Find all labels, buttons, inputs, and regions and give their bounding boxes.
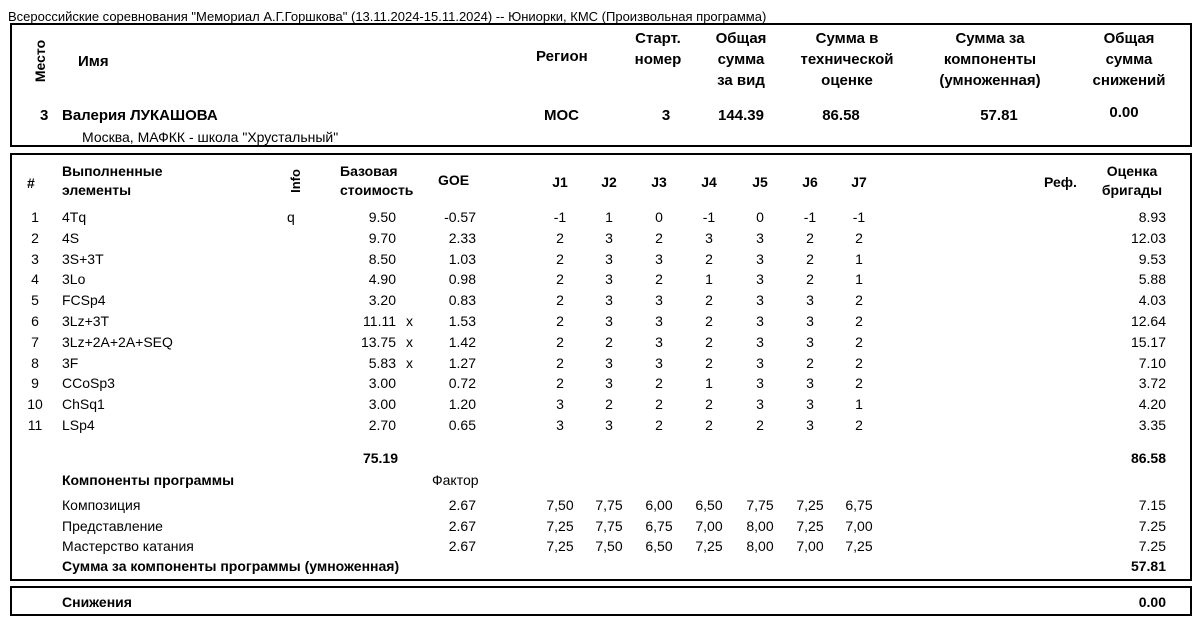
factor-header: Фактор bbox=[432, 472, 479, 488]
element-judge-7: 2 bbox=[855, 313, 863, 329]
component-judge-6: 7,00 bbox=[796, 538, 824, 554]
judge-header-5: J5 bbox=[752, 174, 768, 190]
element-number: 10 bbox=[27, 396, 43, 413]
element-goe: 2.33 bbox=[448, 229, 476, 246]
element-panel-score: 12.03 bbox=[1130, 229, 1166, 246]
deductions-value: 0.00 bbox=[1138, 594, 1166, 610]
component-score: 7.15 bbox=[1138, 497, 1166, 513]
element-judge-6: 3 bbox=[806, 313, 814, 329]
element-judge-2: 3 bbox=[605, 417, 613, 433]
element-judge-6: 2 bbox=[806, 250, 814, 267]
skater-region: МОС bbox=[544, 107, 579, 124]
element-judge-6: 3 bbox=[806, 292, 814, 309]
judge-header-7: J7 bbox=[851, 174, 867, 190]
element-number: 4 bbox=[31, 271, 39, 288]
component-judge-2: 7,75 bbox=[595, 517, 623, 534]
element-judge-7: 2 bbox=[855, 417, 863, 433]
element-judge-1: 2 bbox=[556, 313, 564, 329]
element-bonus-mark: x bbox=[406, 354, 413, 371]
element-judge-1: 2 bbox=[556, 375, 564, 392]
skater-total-score: 144.39 bbox=[718, 107, 764, 124]
element-goe: 0.98 bbox=[448, 271, 476, 288]
element-judge-4: 2 bbox=[705, 417, 713, 433]
pcs-header: Сумма за компоненты (умноженная) bbox=[939, 30, 1041, 89]
element-number: 8 bbox=[31, 354, 39, 371]
skater-start-number: 3 bbox=[661, 107, 671, 124]
element-base-value: 11.11 bbox=[363, 313, 396, 329]
panel-score-header: Оценка бригады bbox=[1101, 163, 1163, 198]
element-judge-1: 2 bbox=[556, 229, 564, 246]
element-goe: 1.20 bbox=[448, 396, 476, 413]
component-name: Мастерство катания bbox=[62, 538, 194, 554]
element-base-value: 8.50 bbox=[368, 250, 396, 267]
element-judge-5: 3 bbox=[756, 271, 764, 288]
component-judge-5: 8,00 bbox=[746, 538, 774, 554]
skater-club: Москва, МАФКК - школа "Хрустальный" bbox=[82, 129, 339, 145]
element-base-value: 2.70 bbox=[368, 417, 396, 433]
component-judge-4: 6,50 bbox=[695, 497, 723, 513]
component-judge-4: 7,25 bbox=[695, 538, 723, 554]
element-judge-3: 3 bbox=[655, 313, 663, 329]
element-judge-4: 3 bbox=[705, 229, 713, 246]
element-judge-4: 2 bbox=[705, 354, 713, 371]
element-judge-7: 1 bbox=[855, 396, 863, 413]
tes-header: Сумма в технической оценке bbox=[800, 30, 894, 89]
pcs-total-label: Сумма за компоненты программы (умноженная) bbox=[62, 558, 400, 574]
component-factor: 2.67 bbox=[448, 538, 476, 554]
total-score-header: Общая сумма за вид bbox=[715, 30, 767, 89]
element-number: 11 bbox=[27, 417, 43, 433]
element-bonus-mark: x bbox=[406, 333, 413, 350]
component-judge-1: 7,50 bbox=[546, 497, 574, 513]
pcs-total-value: 57.81 bbox=[1130, 558, 1166, 574]
element-panel-score: 8.93 bbox=[1138, 209, 1166, 225]
element-code: ChSq1 bbox=[62, 396, 105, 413]
component-judge-7: 7,00 bbox=[845, 517, 873, 534]
element-judge-2: 3 bbox=[605, 313, 613, 329]
element-goe: 1.42 bbox=[448, 333, 476, 350]
element-judge-2: 3 bbox=[605, 271, 613, 288]
element-judge-7: 2 bbox=[855, 354, 863, 371]
element-judge-5: 3 bbox=[756, 292, 764, 309]
element-judge-3: 3 bbox=[655, 333, 663, 350]
element-goe: 0.72 bbox=[448, 375, 476, 392]
element-panel-score: 15.17 bbox=[1130, 333, 1166, 350]
element-base-value: 5.83 bbox=[368, 354, 396, 371]
element-judge-2: 3 bbox=[605, 292, 613, 309]
element-judge-5: 3 bbox=[756, 313, 764, 329]
element-judge-5: 3 bbox=[756, 229, 764, 246]
element-judge-7: 2 bbox=[855, 229, 863, 246]
region-header: Регион bbox=[536, 48, 588, 65]
element-bonus-mark: x bbox=[406, 313, 413, 329]
element-judge-5: 3 bbox=[756, 250, 764, 267]
judge-header-4: J4 bbox=[701, 174, 717, 190]
skater-deductions: 0.00 bbox=[1109, 104, 1139, 121]
element-panel-score: 3.35 bbox=[1138, 417, 1166, 433]
element-judge-6: 2 bbox=[806, 271, 814, 288]
component-judge-2: 7,50 bbox=[595, 538, 623, 554]
element-judge-6: 2 bbox=[806, 354, 814, 371]
element-code: 3Lz+3T bbox=[62, 313, 110, 329]
element-base-value: 3.20 bbox=[368, 292, 396, 309]
referee-header: Реф. bbox=[1044, 174, 1077, 190]
element-number: 9 bbox=[31, 375, 39, 392]
component-judge-6: 7,25 bbox=[796, 497, 824, 513]
element-judge-3: 2 bbox=[655, 417, 663, 433]
element-judge-7: 1 bbox=[855, 250, 863, 267]
element-code: FCSp4 bbox=[62, 292, 106, 309]
element-judge-4: 1 bbox=[705, 271, 713, 288]
event-title: Всероссийские соревнования "Мемориал А.Г.Горшкова" (13.11.2024-15.11.2024) -- Юниорки, КМС (Произвольная программа) bbox=[8, 9, 767, 24]
element-judge-1: 2 bbox=[556, 271, 564, 288]
component-name: Композиция bbox=[62, 497, 141, 513]
element-number: 3 bbox=[31, 250, 39, 267]
element-judge-5: 3 bbox=[756, 375, 764, 392]
element-judge-7: 2 bbox=[855, 292, 863, 309]
element-judge-3: 2 bbox=[655, 375, 663, 392]
skater-tes: 86.58 bbox=[822, 107, 860, 124]
deductions-box bbox=[10, 586, 1192, 616]
element-judge-3: 2 bbox=[655, 396, 663, 413]
element-judge-3: 3 bbox=[655, 354, 663, 371]
element-base-value: 9.70 bbox=[368, 229, 396, 246]
element-code: 4S bbox=[62, 229, 80, 246]
component-judge-7: 6,75 bbox=[845, 497, 873, 513]
element-base-value: 3.00 bbox=[368, 375, 396, 392]
element-judge-6: -1 bbox=[803, 209, 817, 225]
element-info: q bbox=[287, 209, 295, 225]
element-judge-6: 3 bbox=[806, 333, 814, 350]
element-number: 7 bbox=[31, 333, 39, 350]
component-judge-1: 7,25 bbox=[546, 538, 574, 554]
element-judge-4: 2 bbox=[705, 313, 713, 329]
element-judge-3: 3 bbox=[655, 250, 663, 267]
element-panel-score: 4.20 bbox=[1138, 396, 1166, 413]
element-judge-6: 3 bbox=[806, 396, 814, 413]
element-judge-4: 2 bbox=[705, 250, 713, 267]
element-base-value: 9.50 bbox=[368, 209, 396, 225]
element-judge-6: 3 bbox=[806, 375, 814, 392]
element-judge-7: 2 bbox=[855, 333, 863, 350]
component-judge-5: 7,75 bbox=[746, 497, 774, 513]
component-judge-5: 8,00 bbox=[746, 517, 774, 534]
name-header: Имя bbox=[78, 53, 109, 70]
component-judge-6: 7,25 bbox=[796, 517, 824, 534]
skater-place: 3 bbox=[40, 107, 49, 124]
element-goe: 1.27 bbox=[448, 354, 476, 371]
element-panel-score: 9.53 bbox=[1138, 250, 1166, 267]
element-judge-1: -1 bbox=[553, 209, 567, 225]
element-judge-6: 2 bbox=[806, 229, 814, 246]
element-goe: 0.65 bbox=[448, 417, 476, 433]
element-base-value: 4.90 bbox=[368, 271, 396, 288]
element-judge-4: -1 bbox=[702, 209, 716, 225]
component-judge-7: 7,25 bbox=[845, 538, 873, 554]
element-judge-7: 2 bbox=[855, 375, 863, 392]
element-panel-score: 3.72 bbox=[1138, 375, 1166, 392]
element-goe: 1.53 bbox=[448, 313, 476, 329]
element-judge-7: 1 bbox=[855, 271, 863, 288]
element-judge-4: 2 bbox=[705, 396, 713, 413]
component-factor: 2.67 bbox=[448, 497, 476, 513]
element-panel-score: 12.64 bbox=[1130, 313, 1166, 329]
element-judge-5: 2 bbox=[756, 417, 764, 433]
skater-pcs: 57.81 bbox=[980, 107, 1018, 124]
deductions-header: Общая сумма снижений bbox=[1092, 30, 1166, 89]
element-code: 3F bbox=[62, 354, 79, 371]
judge-header-3: J3 bbox=[651, 174, 667, 190]
element-judge-4: 2 bbox=[705, 292, 713, 309]
element-judge-1: 2 bbox=[556, 354, 564, 371]
element-number-header: # bbox=[27, 175, 35, 191]
element-judge-5: 3 bbox=[756, 354, 764, 371]
element-number: 1 bbox=[31, 209, 39, 225]
element-judge-5: 3 bbox=[756, 333, 764, 350]
element-code: 3Lo bbox=[62, 271, 86, 288]
element-judge-1: 2 bbox=[556, 250, 564, 267]
judge-header-6: J6 bbox=[802, 174, 818, 190]
element-judge-3: 3 bbox=[655, 292, 663, 309]
element-judge-5: 0 bbox=[756, 209, 764, 225]
component-judge-3: 6,00 bbox=[645, 497, 673, 513]
element-judge-2: 3 bbox=[605, 375, 613, 392]
element-code: 3Lz+2A+2A+SEQ bbox=[62, 333, 173, 350]
element-judge-2: 2 bbox=[605, 333, 613, 350]
element-judge-1: 3 bbox=[556, 396, 564, 413]
start-number-header: Старт. номер bbox=[634, 30, 682, 68]
element-judge-2: 1 bbox=[605, 209, 613, 225]
element-panel-score: 4.03 bbox=[1138, 292, 1166, 309]
component-judge-3: 6,50 bbox=[645, 538, 673, 554]
info-header: Info bbox=[288, 169, 303, 193]
element-judge-2: 2 bbox=[605, 396, 613, 413]
place-header: Место bbox=[32, 39, 48, 83]
element-goe: 1.03 bbox=[448, 250, 476, 267]
element-goe: -0.57 bbox=[444, 209, 476, 225]
component-name: Представление bbox=[62, 517, 163, 534]
component-judge-2: 7,75 bbox=[595, 497, 623, 513]
element-judge-4: 2 bbox=[705, 333, 713, 350]
element-judge-3: 2 bbox=[655, 229, 663, 246]
deductions-label: Снижения bbox=[62, 594, 132, 610]
element-goe: 0.83 bbox=[448, 292, 476, 309]
judge-header-2: J2 bbox=[601, 174, 617, 190]
components-title: Компоненты программы bbox=[62, 472, 235, 488]
component-score: 7.25 bbox=[1138, 517, 1166, 534]
component-judge-4: 7,00 bbox=[695, 517, 723, 534]
element-base-value: 3.00 bbox=[368, 396, 396, 413]
component-judge-1: 7,25 bbox=[546, 517, 574, 534]
element-panel-score: 7.10 bbox=[1138, 354, 1166, 371]
base-value-header: Базовая стоимость bbox=[340, 163, 414, 198]
element-judge-4: 1 bbox=[705, 375, 713, 392]
skater-name: Валерия ЛУКАШОВА bbox=[62, 107, 218, 124]
element-judge-6: 3 bbox=[806, 417, 814, 433]
base-value-total: 75.19 bbox=[362, 450, 398, 466]
element-code: 4Tq bbox=[62, 209, 87, 225]
element-judge-1: 3 bbox=[556, 417, 564, 433]
element-number: 5 bbox=[31, 292, 39, 309]
element-panel-score: 5.88 bbox=[1138, 271, 1166, 288]
component-score: 7.25 bbox=[1138, 538, 1166, 554]
component-factor: 2.67 bbox=[448, 517, 476, 534]
element-number: 2 bbox=[31, 229, 39, 246]
element-judge-2: 3 bbox=[605, 229, 613, 246]
element-code: CCoSp3 bbox=[62, 375, 115, 392]
element-judge-3: 0 bbox=[655, 209, 663, 225]
element-judge-2: 3 bbox=[605, 354, 613, 371]
element-code: 3S+3T bbox=[62, 250, 104, 267]
element-base-value: 13.75 bbox=[360, 333, 396, 350]
component-judge-3: 6,75 bbox=[645, 517, 673, 534]
judge-header-1: J1 bbox=[552, 174, 568, 190]
tes-total: 86.58 bbox=[1130, 450, 1166, 466]
element-number: 6 bbox=[31, 313, 39, 329]
goe-header: GOE bbox=[438, 172, 470, 188]
element-judge-1: 2 bbox=[556, 292, 564, 309]
element-judge-2: 3 bbox=[605, 250, 613, 267]
elements-header: Выполненные элементы bbox=[62, 163, 163, 198]
element-judge-1: 2 bbox=[556, 333, 564, 350]
element-judge-3: 2 bbox=[655, 271, 663, 288]
element-code: LSp4 bbox=[62, 417, 95, 433]
element-judge-5: 3 bbox=[756, 396, 764, 413]
element-judge-7: -1 bbox=[852, 209, 866, 225]
